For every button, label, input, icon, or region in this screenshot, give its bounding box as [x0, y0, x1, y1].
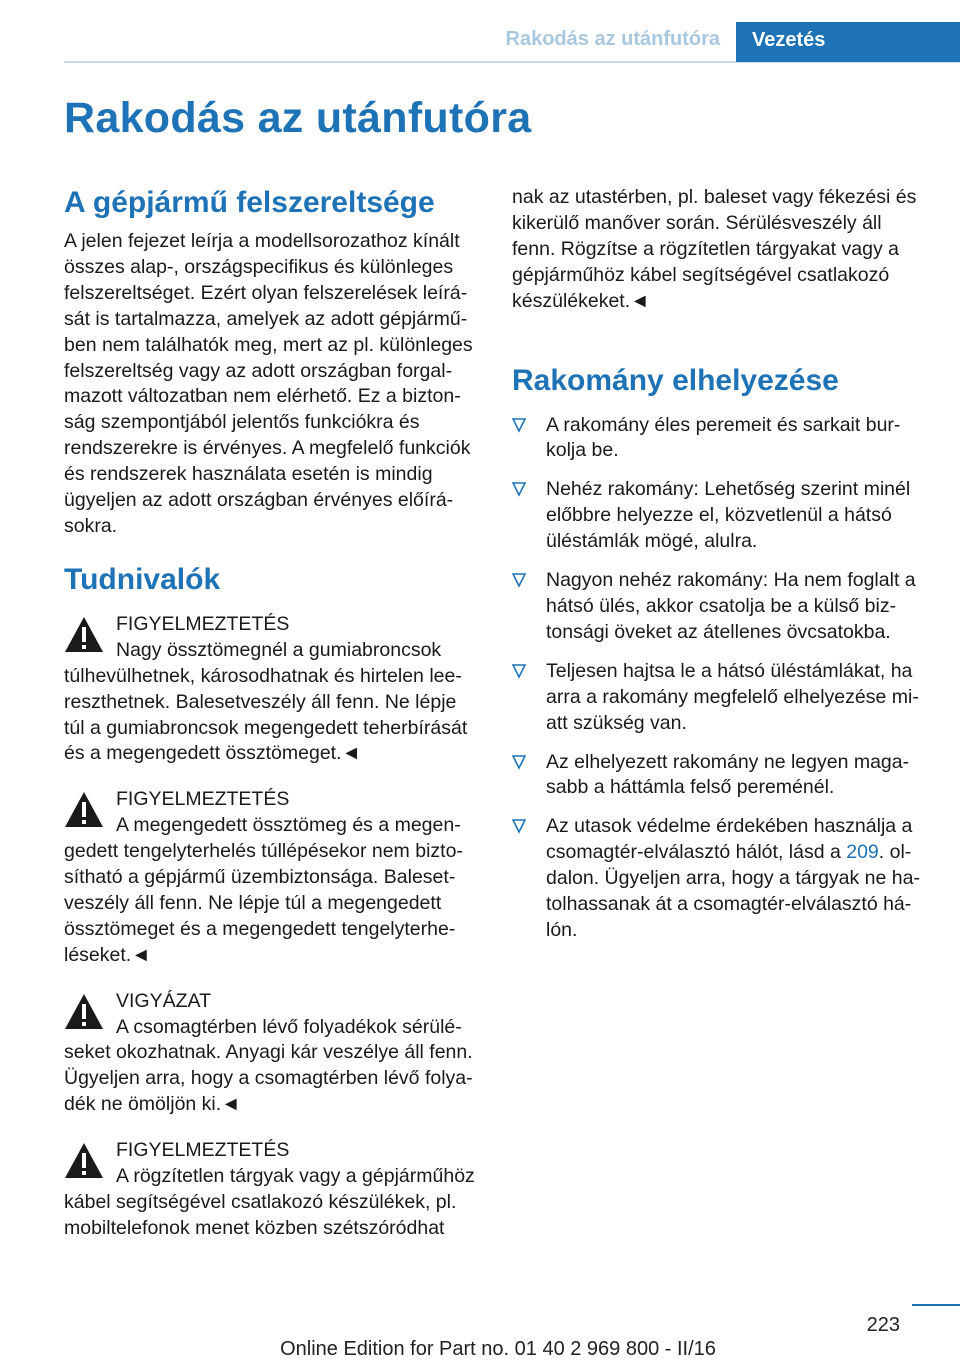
right-column: [512, 185, 924, 957]
header-chapter-tab: Vezetés: [736, 22, 960, 62]
list-item-text-after: . oldalon. Ügyeljen arra, hogy a tárgyak ne hatolhassanak át a csomagtér-elválasztó hálón.: [546, 841, 920, 941]
warning-block: [64, 612, 480, 767]
notes-heading: Tudnivalók: [64, 562, 221, 596]
list-item: [512, 814, 924, 944]
footer-rule: [912, 1304, 960, 1306]
warning-text: A megengedett össztömeg és a megengedett tengelyterhelés túllépésekor nem biztosítható a gépjármű üzembiztonsága. Balesetveszély áll fenn. Ne lépje túl a megengedett össztömeget és a megengedett tengelyterheléseket.◄: [64, 814, 463, 966]
warning-block: [64, 1138, 480, 1242]
warning-text: A rögzítetlen tárgyak vagy a gépjárműhöz kábel segítségével csatlakozó készülékek, pl. mobiltelefonok menet közben szétszóródhat: [64, 1165, 475, 1239]
placement-heading: Rakomány elhelyezése: [512, 363, 839, 397]
list-item-text: Nehéz rakomány: Lehetőség szerint minél előbbre helyezze el, közvetlenül a hátsó üléstámlák mögé, alulra.: [546, 478, 911, 553]
warning-kind: FIGYELMEZTETÉS: [116, 1139, 290, 1162]
list-item: [512, 750, 924, 802]
caution-block: [64, 989, 480, 1119]
page-title: Rakodás az utánfutóra: [64, 94, 532, 142]
left-column: [64, 185, 480, 1242]
list-item: [512, 413, 924, 465]
list-item: [512, 568, 924, 646]
footer-edition-text: Online Edition for Part no. 01 40 2 969 800 - II/16: [280, 1338, 716, 1360]
warning-block: [64, 787, 480, 968]
caution-kind: VIGYÁZAT: [116, 989, 211, 1012]
list-item: [512, 477, 924, 555]
list-item-text: Nagyon nehéz rakomány: Ha nem foglalt a hátsó ülés, akkor csatolja be a külső biztonsági öveket az átellenes övcsatokba.: [546, 569, 916, 643]
warning-kind: FIGYELMEZTETÉS: [116, 788, 290, 811]
warning-continuation-text: nak az utastérben, pl. baleset vagy fékezési és kikerülő manőver során. Sérülésveszély áll fenn. Rögzítse a rögzítetlen tárgyakat vagy a gépjárműhöz kábel segítségével csatlakozó készülékeket.◄: [512, 186, 917, 312]
header-section-title: Rakodás az utánfutóra: [505, 28, 720, 50]
list-item-text-before: Az utasok védelme érdekében használja a csomagtér-elválasztó hálót, lásd a: [546, 815, 913, 864]
warning-text: Nagy össztömegnél a gumiabroncsok túlhevülhetnek, károsodhatnak és hirtelen leereszthetnek. Balesetveszély áll fenn. Ne lépje túl a gumiabroncsok megengedett teherbírását és a megengedett össztömeget.◄: [64, 638, 468, 765]
list-item: [512, 659, 924, 737]
page-reference-link[interactable]: 209: [846, 841, 879, 864]
warning-triangle-icon: [64, 616, 104, 653]
triangle-bullet-icon: [512, 572, 526, 588]
placement-list: [512, 413, 924, 944]
triangle-bullet-icon: [512, 754, 526, 770]
warning-triangle-icon: [64, 791, 104, 828]
page-number: 223: [866, 1314, 900, 1336]
equipment-heading: A gépjármű felszereltsége: [64, 186, 435, 219]
triangle-bullet-icon: [512, 818, 526, 834]
caution-text: A csomagtérben lévő folyadékok sérüléseket okozhatnak. Anyagi kár veszélye áll fenn. Ügyeljen arra, hogy a csomagtérben lévő folyadék ne ömöljön ki.◄: [64, 1015, 473, 1116]
warning-triangle-icon: [64, 1142, 104, 1179]
warning-kind: FIGYELMEZTETÉS: [116, 612, 290, 635]
list-item-text: A rakomány éles peremeit és sarkait burkolja be.: [546, 413, 901, 462]
caution-triangle-icon: [64, 993, 104, 1030]
triangle-bullet-icon: [512, 663, 526, 679]
equipment-text: A jelen fejezet leírja a modellsorozathoz kínált összes alap-, országspecifikus és különleges felszereltséget. Ezért olyan felszerelések leírását is tartalmazza, amelyek az adott gépjárműben nem találhatók meg, mert az pl. különleges felszereltség vagy az adott országban forgalmazott változatban nem elérhető. Ez a biztonság szempontjából jelentős funkciókra és rendszerekre is érvényes. A megfelelő funkciók és rendszerek használata esetén is mindig ügyeljen az adott országban érvényes előírásokra.: [64, 230, 473, 537]
triangle-bullet-icon: [512, 481, 526, 497]
list-item-text: Teljesen hajtsa le a hátsó üléstámlákat, ha arra a rakomány megfelelő elhelyezése miatt szükség van.: [546, 659, 919, 734]
triangle-bullet-icon: [512, 417, 526, 433]
list-item-text: Az elhelyezett rakomány ne legyen magasabb a háttámla felső pereménél.: [546, 750, 910, 799]
